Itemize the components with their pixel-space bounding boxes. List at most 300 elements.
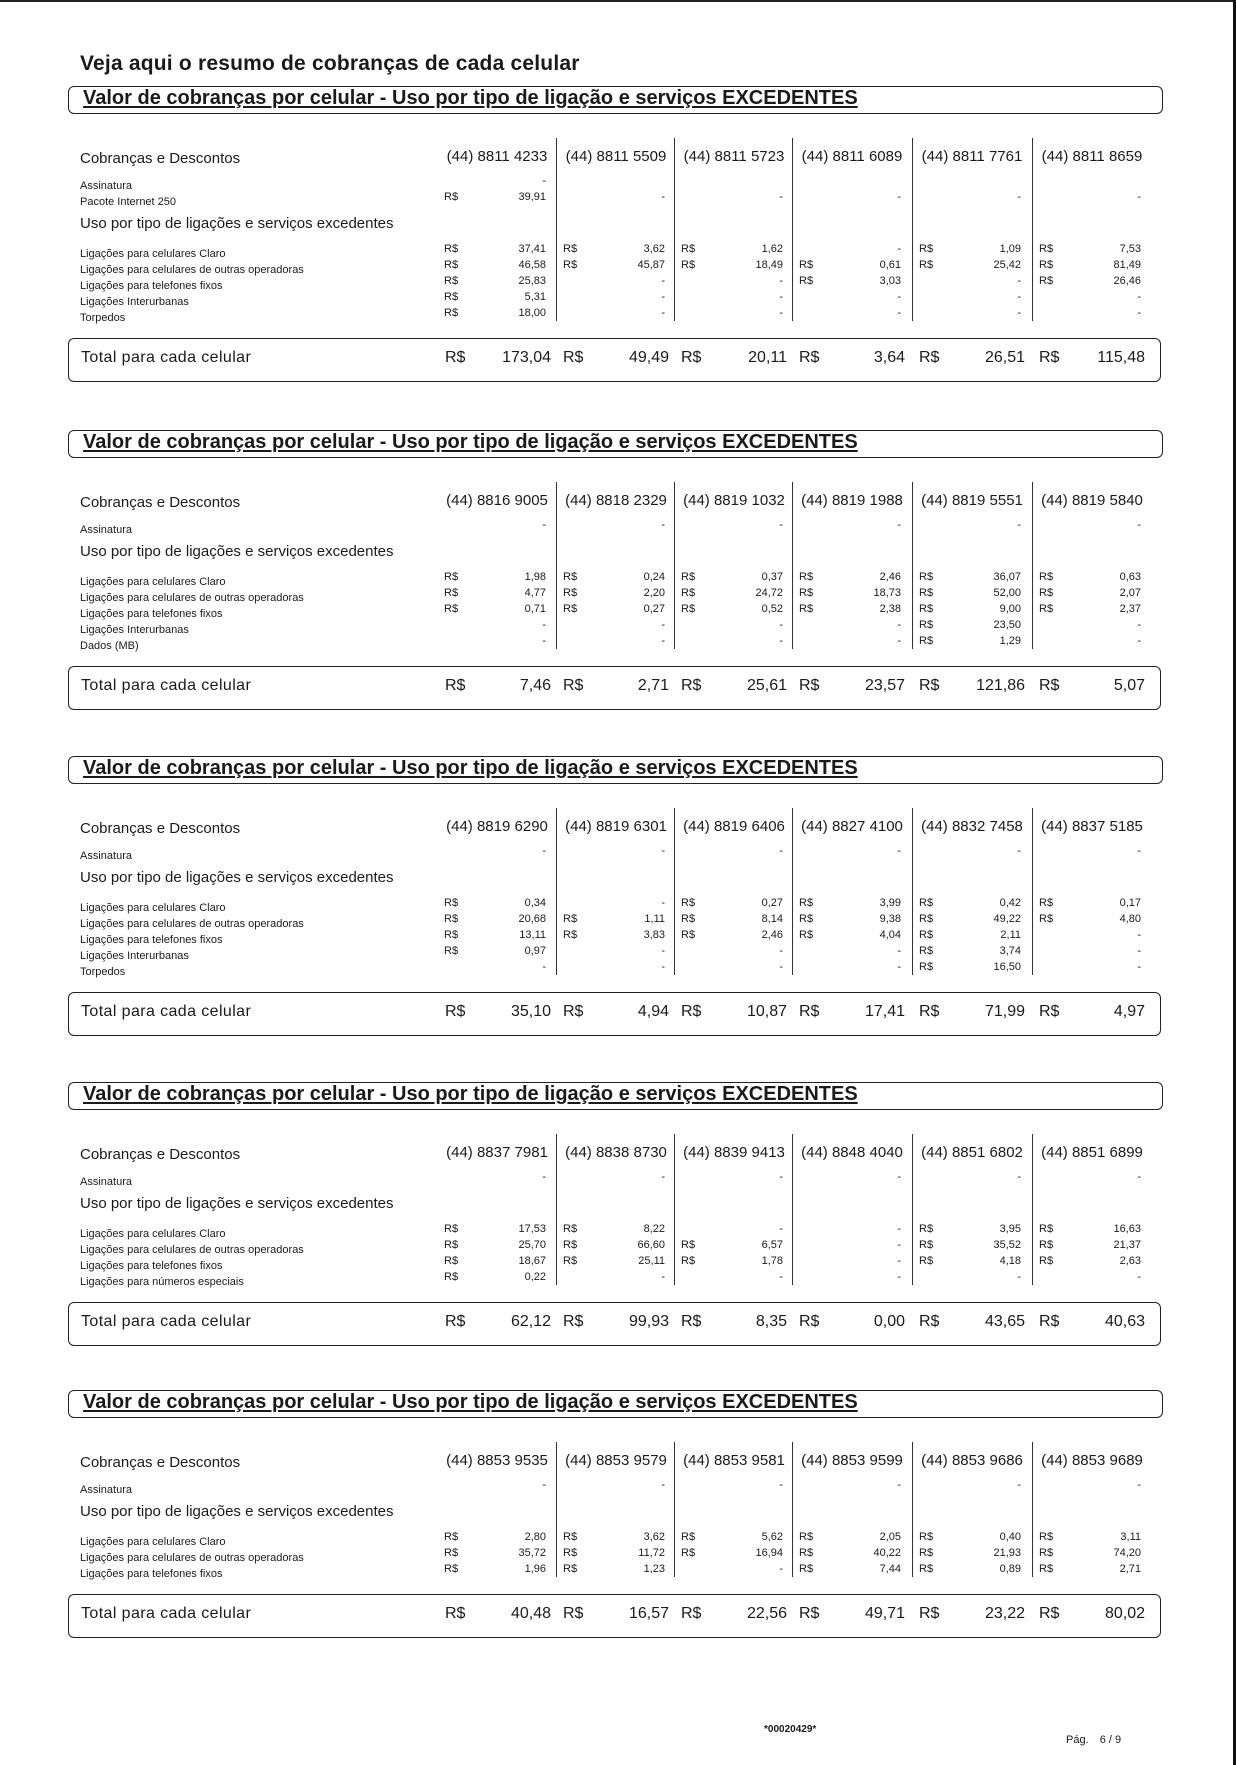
charge-value: 0,27 — [761, 897, 783, 909]
total-value: 4,97 — [1113, 1003, 1145, 1020]
charge-cell — [1033, 257, 1151, 273]
currency-symbol: R$ — [444, 1531, 459, 1543]
total-value: 173,04 — [502, 349, 551, 366]
charge-cell — [1033, 173, 1151, 189]
section-header-title: Valor de cobranças por celular - Uso por tipo de ligação e serviços EXCEDENTES — [83, 431, 858, 453]
charge-cell — [793, 895, 911, 911]
cobrancas-label: Cobranças e Descontos — [80, 150, 241, 167]
phone-column — [674, 482, 793, 649]
charge-value: 3,03 — [879, 275, 901, 287]
currency-symbol: R$ — [563, 1563, 578, 1575]
charge-value: 81,49 — [1113, 259, 1141, 271]
charge-value: 0,37 — [761, 571, 783, 583]
page-number — [1066, 1734, 1121, 1746]
charge-cell — [793, 1545, 911, 1561]
charge-value: 3,83 — [643, 929, 665, 941]
charge-cell — [557, 617, 675, 633]
charge-cell — [793, 257, 911, 273]
charge-value: - — [542, 961, 546, 973]
charge-value: 23,50 — [993, 619, 1021, 631]
currency-symbol: R$ — [681, 1547, 696, 1559]
section-header-title: Valor de cobranças por celular - Uso por tipo de ligação e serviços EXCEDENTES — [83, 1391, 858, 1413]
phone-number: (44) 8819 6406 — [683, 818, 785, 835]
charge-value: 3,62 — [643, 243, 665, 255]
top-row-label: Assinatura — [80, 850, 132, 862]
currency-symbol: R$ — [919, 929, 934, 941]
charge-value: 0,61 — [879, 259, 901, 271]
total-currency: R$ — [681, 677, 702, 694]
currency-symbol: R$ — [681, 913, 696, 925]
phone-column — [912, 808, 1031, 975]
charge-cell — [675, 911, 793, 927]
total-label: Total para cada celular — [81, 677, 252, 694]
total-value: 23,57 — [864, 677, 905, 694]
charge-cell — [1033, 305, 1151, 321]
charge-cell — [675, 517, 793, 533]
charge-value: 25,42 — [993, 259, 1021, 271]
charge-value: 6,57 — [761, 1239, 783, 1251]
phone-number: (44) 8811 6089 — [801, 148, 903, 165]
charge-cell — [1033, 1253, 1151, 1269]
charge-cell — [557, 257, 675, 273]
total-currency: R$ — [445, 1605, 466, 1622]
currency-symbol: R$ — [919, 619, 934, 631]
currency-symbol: R$ — [444, 571, 459, 583]
total-currency: R$ — [799, 349, 820, 366]
charge-value: 0,97 — [524, 945, 546, 957]
currency-symbol: R$ — [1039, 1547, 1054, 1559]
phone-column — [556, 482, 675, 649]
currency-symbol: R$ — [563, 571, 578, 583]
currency-symbol: R$ — [444, 587, 459, 599]
currency-symbol: R$ — [444, 1239, 459, 1251]
charge-value: 49,22 — [993, 913, 1021, 925]
document-code: *00020429* — [764, 1724, 817, 1735]
charge-value: - — [1017, 1479, 1021, 1491]
charge-cell — [438, 1169, 556, 1185]
total-value: 43,65 — [984, 1313, 1025, 1330]
total-value: 25,61 — [746, 677, 787, 694]
charge-cell — [675, 1221, 793, 1237]
charge-value: - — [1017, 845, 1021, 857]
charge-cell — [913, 617, 1031, 633]
charge-value: 3,95 — [999, 1223, 1021, 1235]
currency-symbol: R$ — [444, 1255, 459, 1267]
usage-row-label: Ligações para telefones fixos — [80, 608, 223, 620]
uso-label: Uso por tipo de ligações e serviços excedentes — [80, 1503, 394, 1520]
charge-cell — [793, 569, 911, 585]
currency-symbol: R$ — [799, 603, 814, 615]
charge-value: - — [779, 291, 783, 303]
phone-number: (44) 8819 5551 — [921, 492, 1023, 509]
usage-row-label: Ligações para telefones fixos — [80, 934, 223, 946]
charge-cell — [557, 1545, 675, 1561]
row-labels — [80, 820, 450, 980]
currency-symbol: R$ — [444, 929, 459, 941]
charge-value: 37,41 — [518, 243, 546, 255]
section-header-title: Valor de cobranças por celular - Uso por tipo de ligação e serviços EXCEDENTES — [83, 87, 858, 109]
currency-symbol: R$ — [563, 1239, 578, 1251]
charge-value: 4,77 — [524, 587, 546, 599]
charge-value: - — [1137, 291, 1141, 303]
total-currency: R$ — [919, 1003, 940, 1020]
charges-section — [68, 1082, 1163, 1330]
usage-row-label: Ligações para celulares de outras operadoras — [80, 264, 304, 276]
charge-value: 5,31 — [524, 291, 546, 303]
charge-cell — [913, 601, 1031, 617]
row-labels — [80, 150, 450, 326]
total-value: 17,41 — [864, 1003, 905, 1020]
charge-cell — [438, 601, 556, 617]
charge-value: 2,20 — [643, 587, 665, 599]
currency-symbol: R$ — [681, 897, 696, 909]
charge-value: 46,58 — [518, 259, 546, 271]
currency-symbol: R$ — [919, 1563, 934, 1575]
charge-cell — [793, 911, 911, 927]
charge-cell — [913, 1545, 1031, 1561]
phone-column — [674, 1134, 793, 1285]
charge-cell — [1033, 273, 1151, 289]
currency-symbol: R$ — [919, 1531, 934, 1543]
currency-symbol: R$ — [919, 603, 934, 615]
total-box — [68, 1594, 1161, 1638]
currency-symbol: R$ — [1039, 913, 1054, 925]
charge-value: - — [779, 635, 783, 647]
charge-cell — [557, 1477, 675, 1493]
charge-value: 2,46 — [761, 929, 783, 941]
charge-cell — [793, 1221, 911, 1237]
page-top-edge — [0, 0, 1236, 2]
charge-value: - — [897, 1239, 901, 1251]
phone-column — [1032, 482, 1151, 649]
charges-section — [68, 430, 1163, 694]
charge-value: 8,22 — [643, 1223, 665, 1235]
usage-row-label: Ligações para telefones fixos — [80, 280, 223, 292]
charge-value: 2,37 — [1119, 603, 1141, 615]
currency-symbol: R$ — [563, 913, 578, 925]
charge-cell — [675, 173, 793, 189]
charge-value: 3,74 — [999, 945, 1021, 957]
total-currency: R$ — [919, 1313, 940, 1330]
total-value: 22,56 — [746, 1605, 787, 1622]
section-header-title: Valor de cobranças por celular - Uso por tipo de ligação e serviços EXCEDENTES — [83, 757, 858, 779]
total-value: 16,57 — [628, 1605, 669, 1622]
phone-column — [912, 1134, 1031, 1285]
top-row-label: Assinatura — [80, 180, 132, 192]
charge-cell — [438, 1269, 556, 1285]
phone-column — [1032, 138, 1151, 321]
total-currency: R$ — [1039, 1313, 1060, 1330]
total-value: 49,71 — [864, 1605, 905, 1622]
charge-cell — [1033, 1477, 1151, 1493]
charge-cell — [675, 601, 793, 617]
charge-cell — [793, 927, 911, 943]
charge-cell — [793, 617, 911, 633]
charge-cell — [675, 1529, 793, 1545]
charge-value: 21,93 — [993, 1547, 1021, 1559]
usage-row-label: Ligações para celulares Claro — [80, 902, 226, 914]
charge-cell — [438, 911, 556, 927]
charge-value: - — [779, 275, 783, 287]
total-currency: R$ — [563, 349, 584, 366]
currency-symbol: R$ — [919, 1547, 934, 1559]
cobrancas-label: Cobranças e Descontos — [80, 820, 241, 837]
phone-column — [556, 1134, 675, 1285]
currency-symbol: R$ — [444, 897, 459, 909]
charge-cell — [1033, 601, 1151, 617]
currency-symbol: R$ — [1039, 1563, 1054, 1575]
charge-value: 9,38 — [879, 913, 901, 925]
total-value: 62,12 — [510, 1313, 551, 1330]
charge-value: - — [897, 1255, 901, 1267]
charge-value: 17,53 — [518, 1223, 546, 1235]
total-value: 121,86 — [976, 677, 1025, 694]
charge-value: 1,62 — [761, 243, 783, 255]
charge-cell — [438, 273, 556, 289]
total-box — [68, 666, 1161, 710]
charge-value: - — [779, 945, 783, 957]
usage-row-label: Ligações Interurbanas — [80, 950, 189, 962]
total-value: 23,22 — [984, 1605, 1025, 1622]
phone-column — [438, 482, 556, 649]
charge-cell — [793, 273, 911, 289]
usage-row-label: Ligações para celulares Claro — [80, 1536, 226, 1548]
charge-cell — [438, 189, 556, 205]
charge-value: 52,00 — [993, 587, 1021, 599]
currency-symbol: R$ — [799, 259, 814, 271]
currency-symbol: R$ — [1039, 571, 1054, 583]
charge-value: - — [897, 243, 901, 255]
charge-cell — [1033, 1169, 1151, 1185]
total-currency: R$ — [681, 349, 702, 366]
phone-column — [556, 808, 675, 975]
charge-value: 7,53 — [1119, 243, 1141, 255]
charge-cell — [438, 1477, 556, 1493]
usage-row-label: Ligações para telefones fixos — [80, 1260, 223, 1272]
charge-value: 74,20 — [1113, 1547, 1141, 1559]
charge-value: - — [897, 1271, 901, 1283]
currency-symbol: R$ — [681, 243, 696, 255]
charge-value: - — [897, 961, 901, 973]
charge-cell — [1033, 927, 1151, 943]
currency-symbol: R$ — [799, 1547, 814, 1559]
charge-cell — [913, 1477, 1031, 1493]
charge-value: 3,99 — [879, 897, 901, 909]
section-header — [68, 756, 1163, 784]
currency-symbol: R$ — [681, 259, 696, 271]
currency-symbol: R$ — [444, 1271, 459, 1283]
charge-value: - — [1017, 519, 1021, 531]
usage-row-label: Ligações para telefones fixos — [80, 1568, 223, 1580]
charge-cell — [1033, 189, 1151, 205]
charge-cell — [438, 289, 556, 305]
charge-value: - — [897, 619, 901, 631]
charge-cell — [793, 1169, 911, 1185]
currency-symbol: R$ — [1039, 1239, 1054, 1251]
charge-cell — [675, 1253, 793, 1269]
charge-cell — [675, 569, 793, 585]
total-currency: R$ — [563, 1003, 584, 1020]
charge-cell — [913, 943, 1031, 959]
charge-value: 1,78 — [761, 1255, 783, 1267]
total-currency: R$ — [919, 1605, 940, 1622]
phone-column — [438, 1134, 556, 1285]
currency-symbol: R$ — [681, 1239, 696, 1251]
charge-value: - — [1137, 929, 1141, 941]
charge-value: 9,00 — [999, 603, 1021, 615]
charge-value: 1,96 — [524, 1563, 546, 1575]
charge-value: 35,52 — [993, 1239, 1021, 1251]
currency-symbol: R$ — [1039, 897, 1054, 909]
usage-row-label: Ligações para celulares de outras operadoras — [80, 918, 304, 930]
charge-value: 36,07 — [993, 571, 1021, 583]
charge-value: - — [661, 897, 665, 909]
charge-value: 35,72 — [518, 1547, 546, 1559]
charge-value: - — [661, 1271, 665, 1283]
currency-symbol: R$ — [681, 587, 696, 599]
usage-row-label: Ligações para celulares de outras operadoras — [80, 1244, 304, 1256]
charge-value: - — [1137, 1479, 1141, 1491]
total-value: 10,87 — [746, 1003, 787, 1020]
charge-value: - — [779, 619, 783, 631]
charge-cell — [438, 1253, 556, 1269]
charge-cell — [793, 959, 911, 975]
charge-cell — [793, 585, 911, 601]
charge-cell — [913, 911, 1031, 927]
section-header-title: Valor de cobranças por celular - Uso por tipo de ligação e serviços EXCEDENTES — [83, 1083, 858, 1105]
total-label: Total para cada celular — [81, 1605, 252, 1622]
phone-number: (44) 8816 9005 — [446, 492, 548, 509]
currency-symbol: R$ — [444, 603, 459, 615]
charge-cell — [557, 173, 675, 189]
charge-cell — [793, 1253, 911, 1269]
phone-number: (44) 8848 4040 — [801, 1144, 903, 1161]
phone-number: (44) 8853 9579 — [565, 1452, 667, 1469]
currency-symbol: R$ — [444, 945, 459, 957]
charge-cell — [793, 1237, 911, 1253]
charge-value: - — [542, 175, 546, 187]
page-number-value: 6 / 9 — [1099, 1734, 1122, 1746]
currency-symbol: R$ — [799, 1563, 814, 1575]
currency-symbol: R$ — [1039, 587, 1054, 599]
charge-cell — [557, 1529, 675, 1545]
currency-symbol: R$ — [681, 1255, 696, 1267]
charge-value: 20,68 — [518, 913, 546, 925]
charge-cell — [675, 895, 793, 911]
charge-value: - — [661, 191, 665, 203]
phone-column — [674, 808, 793, 975]
total-value: 0,00 — [873, 1313, 905, 1330]
currency-symbol: R$ — [563, 929, 578, 941]
charge-value: - — [1137, 619, 1141, 631]
charge-cell — [557, 585, 675, 601]
charge-value: 18,67 — [518, 1255, 546, 1267]
currency-symbol: R$ — [444, 1223, 459, 1235]
charge-value: - — [897, 191, 901, 203]
phone-column — [438, 808, 556, 975]
charge-value: - — [1137, 845, 1141, 857]
charge-cell — [557, 305, 675, 321]
charge-value: 16,50 — [993, 961, 1021, 973]
currency-symbol: R$ — [799, 275, 814, 287]
currency-symbol: R$ — [919, 587, 934, 599]
charge-value: - — [779, 307, 783, 319]
charge-value: - — [1017, 291, 1021, 303]
charge-value: - — [661, 519, 665, 531]
total-currency: R$ — [799, 1313, 820, 1330]
charge-cell — [675, 943, 793, 959]
total-currency: R$ — [445, 1313, 466, 1330]
total-currency: R$ — [1039, 1605, 1060, 1622]
total-currency: R$ — [1039, 677, 1060, 694]
charge-value: 24,72 — [755, 587, 783, 599]
charge-value: 2,38 — [879, 603, 901, 615]
phone-number: (44) 8819 1988 — [801, 492, 903, 509]
charge-value: 8,14 — [761, 913, 783, 925]
charge-value: - — [1137, 1171, 1141, 1183]
total-currency: R$ — [563, 1605, 584, 1622]
charge-cell — [913, 1561, 1031, 1577]
page-label: Pág. — [1066, 1734, 1089, 1746]
charge-cell — [557, 1561, 675, 1577]
total-value: 26,51 — [984, 349, 1025, 366]
total-value: 5,07 — [1113, 677, 1145, 694]
phone-number: (44) 8837 5185 — [1041, 818, 1143, 835]
charge-value: 18,73 — [873, 587, 901, 599]
charge-value: - — [1017, 1271, 1021, 1283]
phone-number: (44) 8819 5840 — [1041, 492, 1143, 509]
charge-value: 2,63 — [1119, 1255, 1141, 1267]
usage-row-label: Torpedos — [80, 312, 126, 324]
charge-cell — [438, 943, 556, 959]
charge-value: 4,18 — [999, 1255, 1021, 1267]
cobrancas-label: Cobranças e Descontos — [80, 494, 241, 511]
charge-cell — [913, 1169, 1031, 1185]
charge-value: - — [897, 635, 901, 647]
phone-column — [912, 1442, 1031, 1577]
total-value: 35,10 — [510, 1003, 551, 1020]
currency-symbol: R$ — [799, 587, 814, 599]
charge-cell — [438, 895, 556, 911]
charge-value: 18,00 — [518, 307, 546, 319]
charge-value: 1,23 — [643, 1563, 665, 1575]
charge-cell — [793, 173, 911, 189]
currency-symbol: R$ — [444, 1547, 459, 1559]
total-currency: R$ — [799, 1003, 820, 1020]
total-currency: R$ — [799, 677, 820, 694]
total-label: Total para cada celular — [81, 1003, 252, 1020]
phone-number: (44) 8851 6899 — [1041, 1144, 1143, 1161]
charge-value: 0,40 — [999, 1531, 1021, 1543]
charge-value: 0,52 — [761, 603, 783, 615]
charge-cell — [557, 943, 675, 959]
charge-value: - — [1017, 275, 1021, 287]
charge-cell — [913, 569, 1031, 585]
charge-value: - — [1137, 1271, 1141, 1283]
charge-cell — [793, 189, 911, 205]
total-value: 20,11 — [748, 349, 787, 366]
charge-value: 2,71 — [1119, 1563, 1141, 1575]
charge-cell — [1033, 943, 1151, 959]
charge-value: - — [897, 519, 901, 531]
phone-number: (44) 8832 7458 — [921, 818, 1023, 835]
charge-cell — [1033, 617, 1151, 633]
charge-value: - — [1137, 635, 1141, 647]
charge-value: 25,70 — [518, 1239, 546, 1251]
charge-value: 1,11 — [644, 913, 665, 925]
charge-cell — [793, 633, 911, 649]
charge-value: - — [542, 1479, 546, 1491]
